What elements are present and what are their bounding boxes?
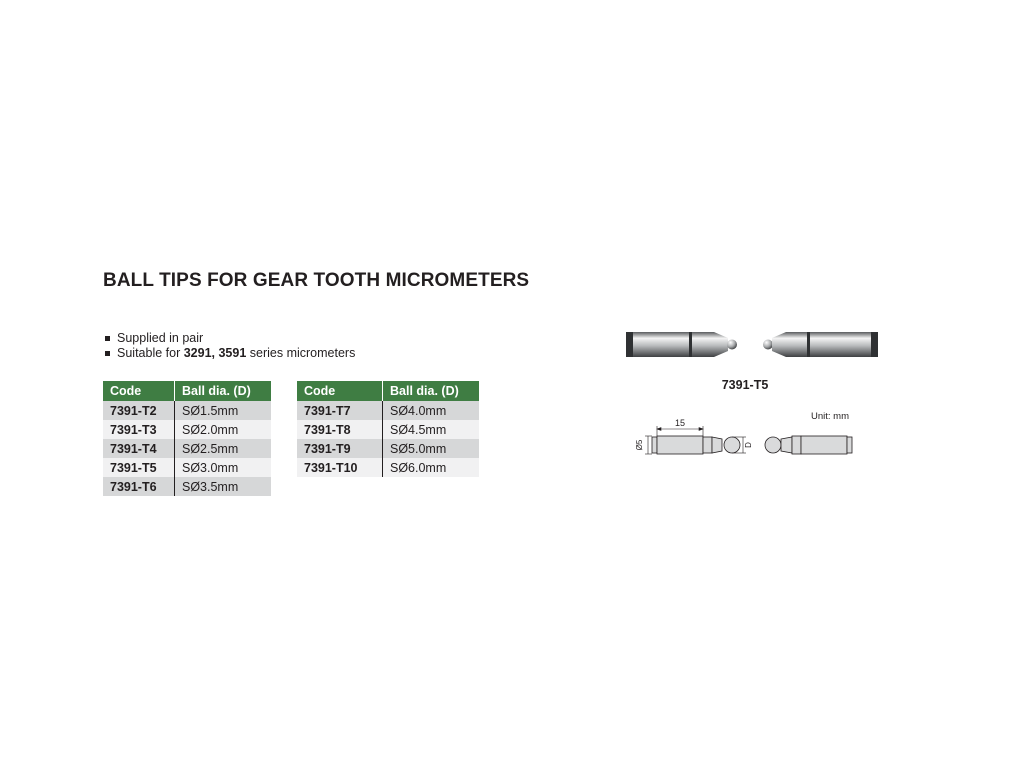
page-title: BALL TIPS FOR GEAR TOOTH MICROMETERS xyxy=(103,270,530,291)
cell-code: 7391-T3 xyxy=(103,420,175,439)
dimension-drawing xyxy=(630,410,860,465)
feature-list xyxy=(104,331,355,361)
cell-code: 7391-T2 xyxy=(103,401,175,420)
table-header-row xyxy=(103,381,271,401)
cell-ball-dia: SØ1.5mm xyxy=(175,401,272,420)
spec-table-left xyxy=(103,381,271,496)
table-row xyxy=(297,458,479,477)
column-header-ball-dia: Ball dia. (D) xyxy=(175,381,272,401)
cell-code: 7391-T6 xyxy=(103,477,175,496)
ball-tip-photo xyxy=(620,324,882,364)
cell-ball-dia: SØ3.5mm xyxy=(175,477,272,496)
cell-ball-dia: SØ4.0mm xyxy=(383,401,480,420)
cell-code: 7391-T10 xyxy=(297,458,383,477)
unit-note: Unit: mm xyxy=(811,411,849,422)
cell-code: 7391-T8 xyxy=(297,420,383,439)
dim-shank-label: Ø5 xyxy=(635,439,644,451)
table-row xyxy=(103,477,271,496)
cell-ball-dia: SØ4.5mm xyxy=(383,420,480,439)
cell-ball-dia: SØ5.0mm xyxy=(383,439,480,458)
drawing-right-tip xyxy=(765,436,852,454)
right-ball-tip xyxy=(763,332,878,357)
product-label: 7391-T5 xyxy=(721,378,769,392)
cell-code: 7391-T4 xyxy=(103,439,175,458)
cell-ball-dia: SØ2.5mm xyxy=(175,439,272,458)
table-row xyxy=(297,439,479,458)
drawing-left-tip xyxy=(652,436,740,454)
column-header-code: Code xyxy=(103,381,175,401)
column-header-ball-dia: Ball dia. (D) xyxy=(383,381,480,401)
dim-ball-label: D xyxy=(744,442,753,448)
cell-ball-dia: SØ6.0mm xyxy=(383,458,480,477)
table-header-row xyxy=(297,381,479,401)
table-row xyxy=(297,401,479,420)
cell-code: 7391-T9 xyxy=(297,439,383,458)
feature-item xyxy=(104,346,355,361)
table-row xyxy=(103,458,271,477)
feature-models: 3291, 3591 xyxy=(183,346,247,360)
feature-item: Supplied in pair xyxy=(104,331,355,346)
cell-ball-dia: SØ2.0mm xyxy=(175,420,272,439)
spec-table-right xyxy=(297,381,479,477)
cell-code: 7391-T7 xyxy=(297,401,383,420)
cell-code: 7391-T5 xyxy=(103,458,175,477)
table-row xyxy=(103,439,271,458)
feature-text: series micrometers xyxy=(246,346,356,360)
column-header-code: Code xyxy=(297,381,383,401)
dim-length-label: 15 xyxy=(674,418,686,428)
cell-ball-dia: SØ3.0mm xyxy=(175,458,272,477)
table-row xyxy=(103,420,271,439)
feature-text: Suitable for xyxy=(117,346,184,360)
table-row xyxy=(297,420,479,439)
table-row xyxy=(103,401,271,420)
left-ball-tip xyxy=(626,332,737,357)
